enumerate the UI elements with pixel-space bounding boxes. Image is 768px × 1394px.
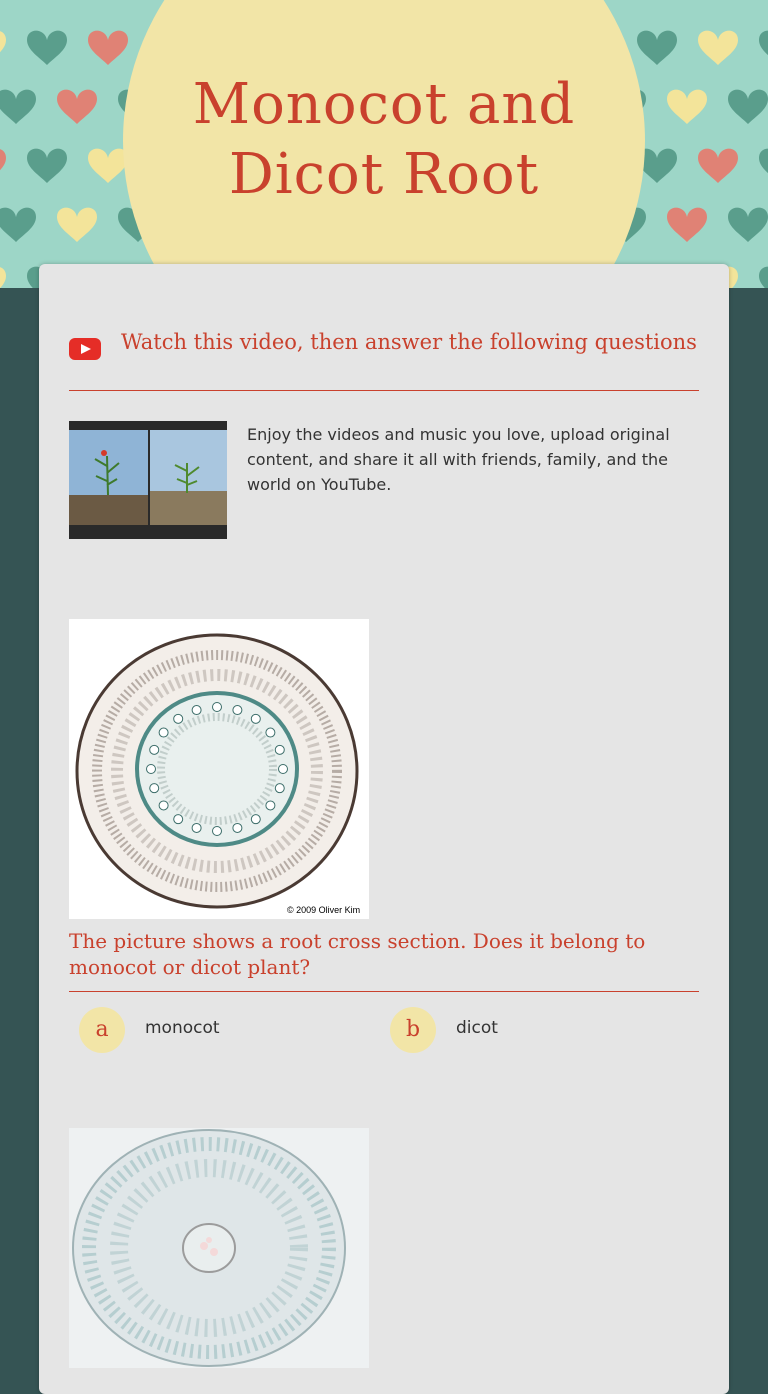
heart-shape	[0, 267, 6, 288]
xylem-vessel	[251, 714, 260, 723]
heart-shape	[637, 31, 677, 65]
heart-shape	[27, 149, 67, 183]
option-a-label: monocot	[145, 1018, 220, 1038]
xylem-vessel	[174, 815, 183, 824]
video-thumbnail[interactable]	[69, 421, 227, 539]
monocot-root-cross-section-image	[69, 1128, 369, 1368]
image-credit: © 2009 Oliver Kim	[287, 905, 361, 915]
heart-shape	[88, 149, 128, 183]
xylem-vessel	[266, 728, 275, 737]
heart-shape	[0, 31, 6, 65]
instruction-text: Watch this video, then answer the following questions	[121, 330, 697, 354]
heart-shape	[0, 149, 6, 183]
xylem-vessel	[213, 703, 222, 712]
xylem-vessel	[275, 784, 284, 793]
heart-shape	[667, 90, 707, 124]
xylem-vessel	[251, 815, 260, 824]
option-b-label: dicot	[456, 1018, 498, 1038]
heart-shape	[698, 31, 738, 65]
heart-shape	[759, 31, 768, 65]
option-a-letter: a	[79, 1007, 125, 1053]
question-divider	[69, 991, 699, 992]
xylem-vessel	[275, 745, 284, 754]
xylem-vessel	[192, 706, 201, 715]
youtube-icon	[69, 338, 101, 360]
xylem-vessel	[147, 765, 156, 774]
xylem-vessel	[233, 823, 242, 832]
heart-shape	[57, 208, 97, 242]
header-banner	[0, 0, 768, 288]
heart-shape	[667, 208, 707, 242]
dicot-root-cross-section-image	[69, 619, 369, 919]
heart-shape	[728, 208, 768, 242]
heart-shape	[0, 90, 36, 124]
heart-shape	[759, 149, 768, 183]
video-description: Enjoy the videos and music you love, upload original content, and share it all with friends, family, and the world on YouTube.	[247, 425, 670, 494]
xylem-vessel	[192, 823, 201, 832]
xylem-vessel	[150, 745, 159, 754]
heart-shape	[27, 31, 67, 65]
heart-shape	[57, 90, 97, 124]
heart-shape	[698, 149, 738, 183]
xylem-vessel	[174, 714, 183, 723]
heart-shape	[728, 90, 768, 124]
xylem-vessel	[233, 706, 242, 715]
question-text: The picture shows a root cross section. Does it belong to monocot or dicot plant?	[69, 929, 646, 979]
video-instruction	[69, 326, 699, 391]
option-b-letter: b	[390, 1007, 436, 1053]
xylem-vessel	[279, 765, 288, 774]
xylem-vessel	[150, 784, 159, 793]
xylem-vessel	[266, 801, 275, 810]
xylem-vessel	[159, 801, 168, 810]
page-title: Monocot and Dicot Root	[192, 72, 576, 207]
xylem-vessel	[159, 728, 168, 737]
heart-shape	[0, 208, 36, 242]
xylem-vessel	[213, 827, 222, 836]
option-b-dicot[interactable]	[390, 1007, 680, 1053]
heart-shape	[88, 31, 128, 65]
heart-shape	[759, 267, 768, 288]
option-a-monocot[interactable]	[79, 1007, 369, 1053]
